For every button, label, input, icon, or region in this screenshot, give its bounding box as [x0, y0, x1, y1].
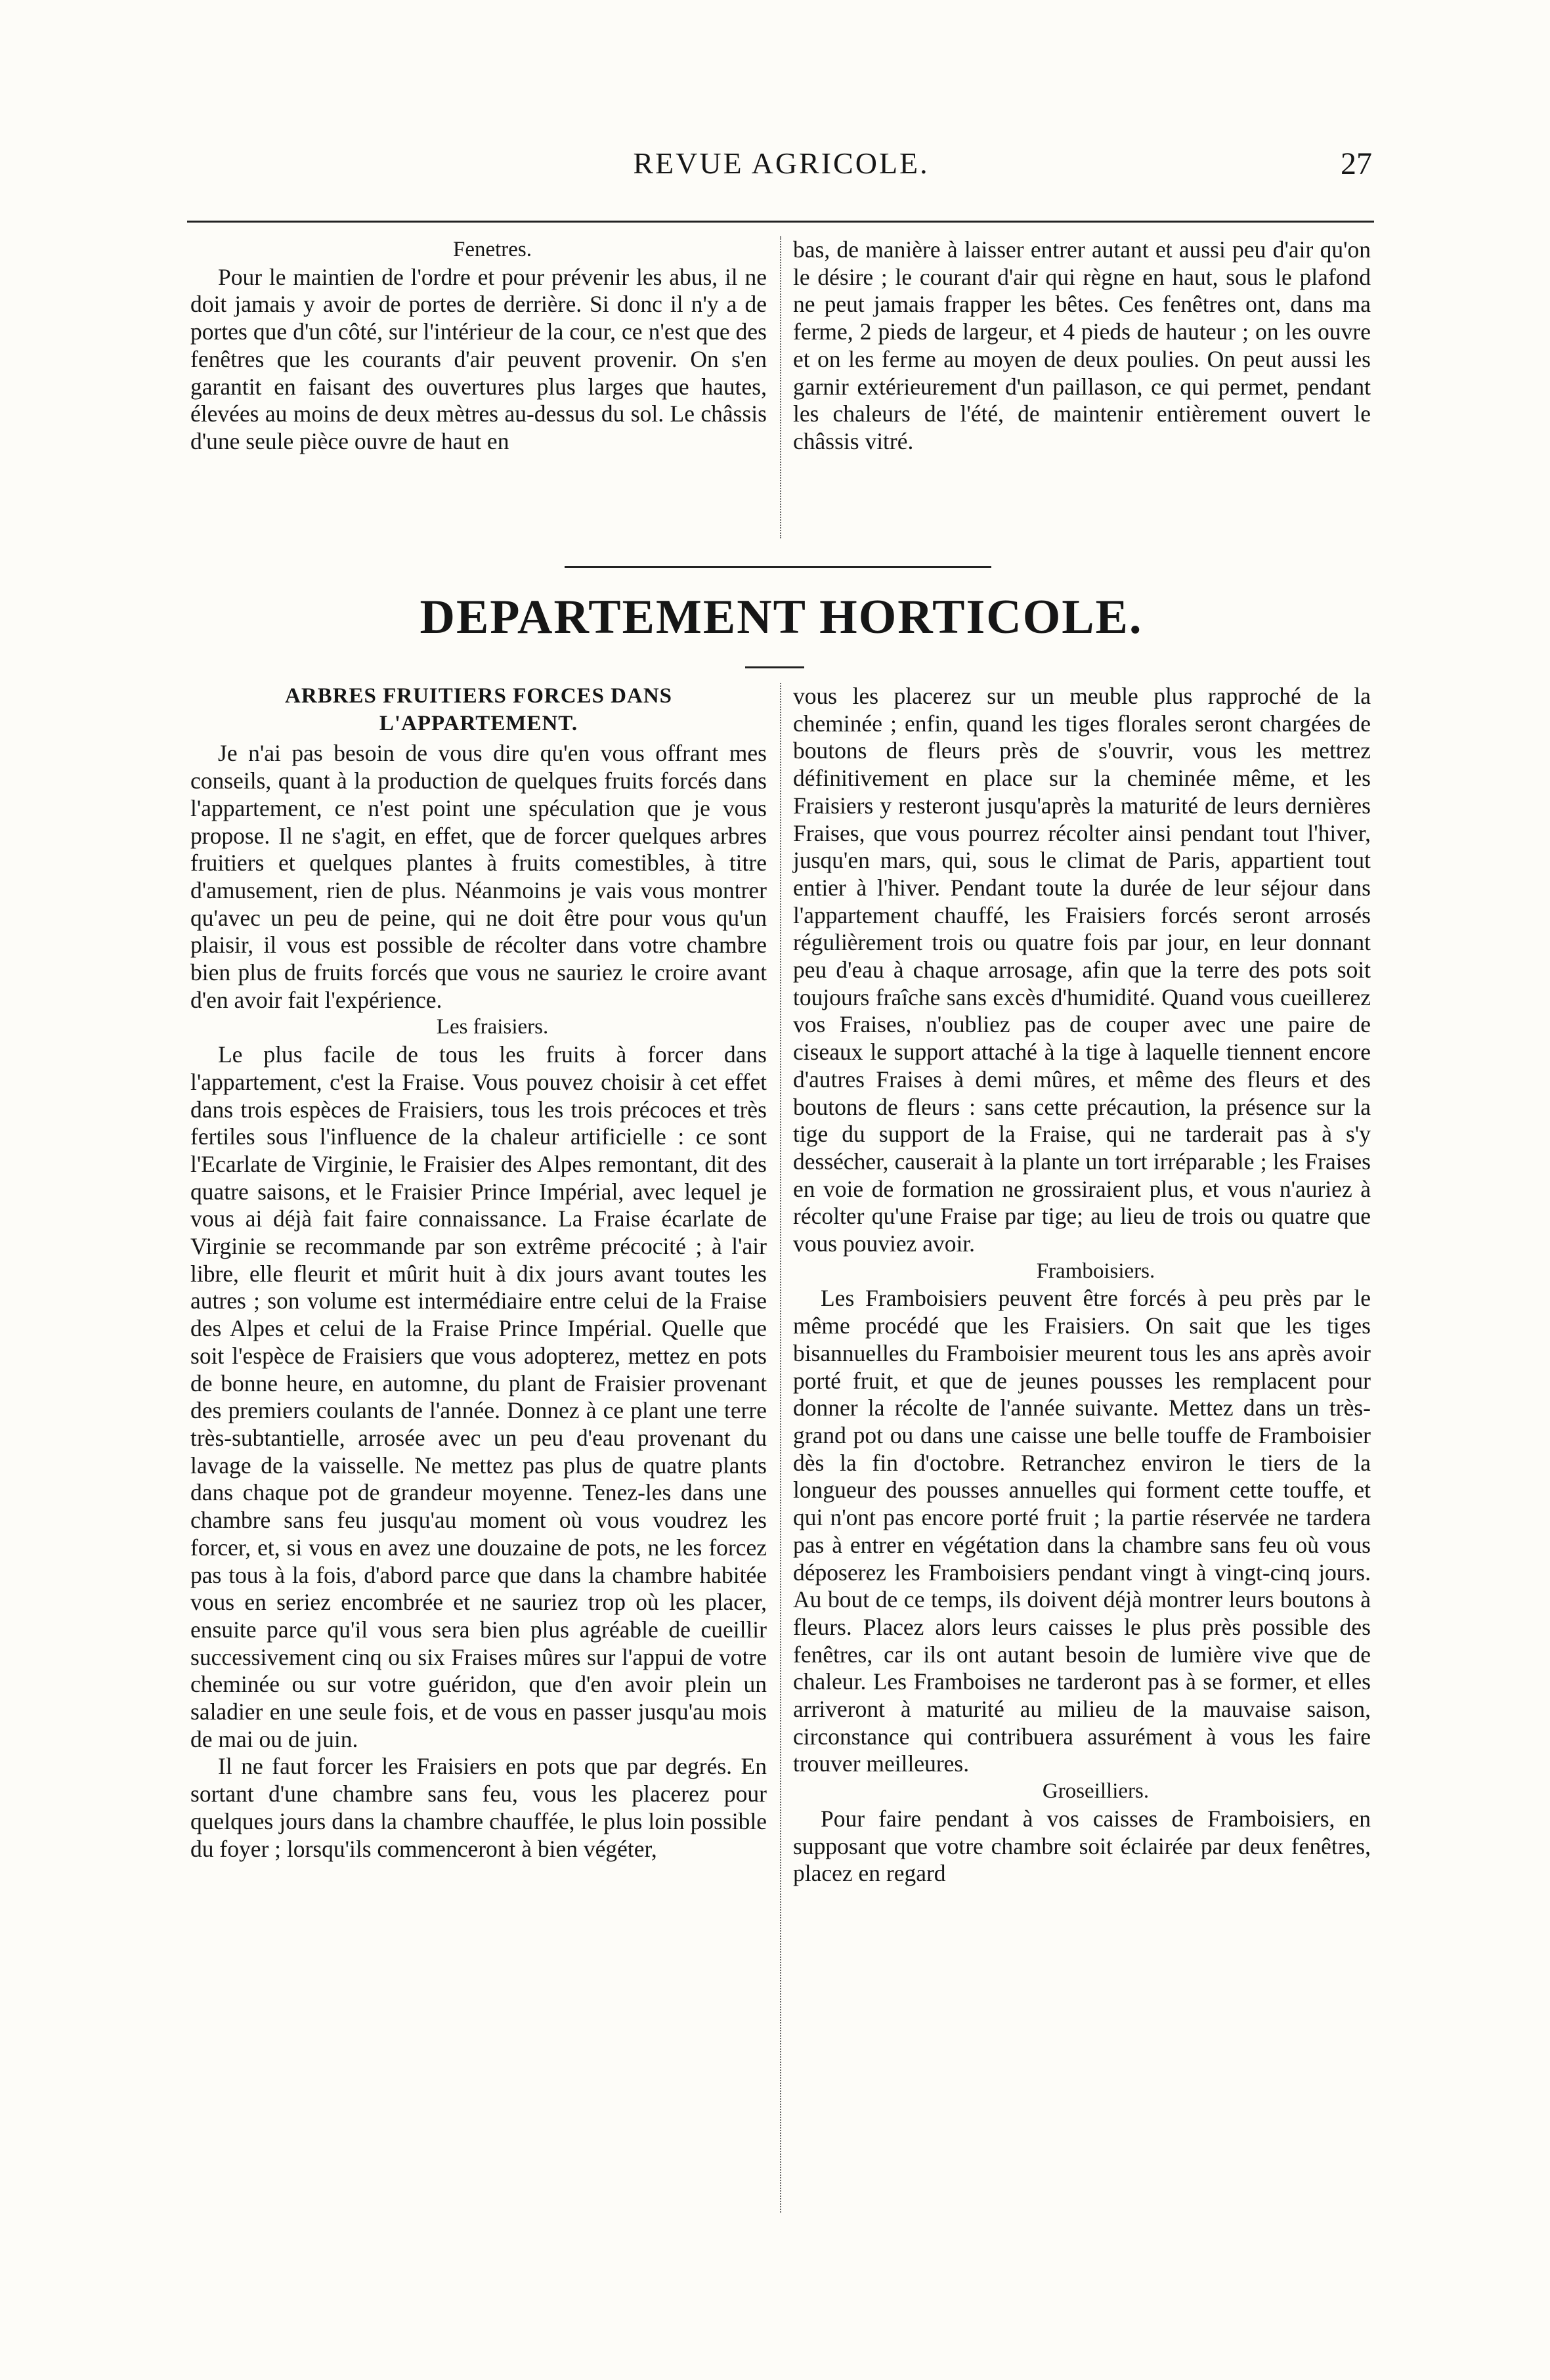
column-divider	[780, 236, 781, 538]
article-right-column	[793, 683, 1371, 1888]
fraisiers-paragraph-3: vous les placerez sur un meuble plus rapproché de la cheminée ; enfin, quand les tiges florales seront chargées de boutons de fleurs près de s'ouvrir, vous les mettrez définitivement en place sur la cheminée même, et les Fraisiers y resteront jusqu'après la maturité de leurs dernières Fraises, que vous pourrez récolter ainsi pendant tout l'hiver, jusqu'en mars, qui, sous le climat de Paris, appartient tout entier à l'hiver. Pendant toute la durée de leur séjour dans l'appartement chauffé, les Fraisiers forcés seront arrosés régulièrement trois ou quatre fois par jour, en leur donnant peu d'eau à chaque arrosage, afin que la terre des pots soit toujours fraîche sans excès d'humidité. Quand vous cueillerez vos Fraises, n'oubliez pas de couper avec une paire de ciseaux le support attaché à la tige à laquelle tiennent encore d'autres Fraises à demi mûres, et même des fleurs et des boutons de fleurs : sans cette précaution, la présence sur la tige du support de la Fraise, qui ne tarderait pas à s'y dessécher, causerait à la plante un tort irréparable ; les Fraises en voie de formation ne grossiraient plus, et vous n'auriez à récolter qu'une Fraise par tige; au lieu de trois ou quatre que vous pouviez avoir.	[793, 683, 1371, 1257]
groseilliers-paragraph: Pour faire pendant à vos caisses de Framboisiers, en supposant que votre chambre soit éclairée par deux fenêtres, placez en regard	[793, 1805, 1371, 1887]
fenetres-subtitle: Fenetres.	[452, 238, 532, 261]
framboisiers-paragraph: Les Framboisiers peuvent être forcés à peu près par le même procédé que les Fraisiers. On sait que les tiges bisannuelles du Framboisier meurent tous les ans après avoir porté fruit, et que de jeunes pousses les remplacent pour donner la récolte de l'année suivante. Mettez dans un très-grand pot ou dans une caisse une belle touffe de Framboisier dès la fin d'octobre. Retranchez environ le tiers de la longueur des pousses annuelles qui forment cette touffe, et qui n'ont pas encore porté fruit ; la partie réservée ne tardera pas à entrer en végétation dans la chambre sans feu où vous déposerez les Framboisiers pendant vingt à vingt-cinq jours. Au bout de ce temps, ils doivent déjà montrer leurs boutons à fleurs. Placez alors leurs caisses le plus près possible des fenêtres, car ils ont autant besoin de lumière vive que de chaleur. Les Framboises ne tarderont pas à se former, et elles arriveront à maturité au milieu de la mauvaise saison, circonstance qui contribuera assurément à vous les faire trouver meilleures.	[793, 1285, 1371, 1777]
article-intro: Je n'ai pas besoin de vous dire qu'en vous offrant mes conseils, quant à la production de quelques fruits forcés dans l'appartement, ce n'est point une spéculation que je vous propose. Il ne s'agit, en effet, que de forcer quelques arbres fruitiers et quelques plantes à fruits comestibles, à titre d'amusement, rien de plus. Néanmoins je vais vous montrer qu'avec un peu de peine, qui ne doit être pour vous qu'un plaisir, il vous est possible de récolter dans votre chambre bien plus de fruits forcés que vous ne sauriez le croire avant d'en avoir fait l'expérience.	[190, 740, 767, 1013]
top-right-column	[793, 236, 1371, 456]
fraisiers-paragraph-1: Le plus facile de tous les fruits à forcer dans l'appartement, c'est la Fraise. Vous pouvez choisir à cet effet dans trois espèces de Fraisiers, tous les trois précoces et très fertiles sous l'influence de la chaleur artificielle : ce sont l'Ecarlate de Virginie, le Fraisier des Alpes remontant, dit des quatre saisons, et le Fraisier Prince Impérial, avec lequel je vous ai déjà fait faire connaissance. La Fraise écarlate de Virginie se recommande par son extrême précocité ; à l'air libre, elle fleurit et mûrit huit à dix jours avant toutes les autres ; son volume est intermédiaire entre celui de la Fraise des Alpes et celui de la Fraise Prince Impérial. Quelle que soit l'espèce de Fraisiers que vous adopterez, mettez en pots de bonne heure, en automne, du plant de Fraisier provenant des premiers coulants de l'année. Donnez à ce plant une terre très-subtantielle, arrosée avec un peu d'eau provenant du lavage de la vaisselle. Ne mettez pas plus de quatre plants dans chaque pot de grandeur moyenne. Tenez-les dans une chambre sans feu jusqu'au moment où vous voudrez les forcer, et, si vous en avez une douzaine de pots, ne les forcez pas tous à la fois, d'abord parce que dans la chambre habitée vous en seriez encombrée et ne sauriez trop où les placer, ensuite parce qu'il vous sera bien plus agréable de cueillir successivement cinq ou six Fraises mûres sur l'appui de votre cheminée ou sur votre guéridon, que d'en avoir plein un saladier en une seule fois, et de vous en passer jusqu'au mois de mai ou de juin.	[190, 1041, 767, 1752]
section-underline	[745, 666, 804, 668]
top-left-column	[190, 236, 767, 456]
article-left-column	[190, 683, 767, 1863]
fraisiers-heading: Les fraisiers.	[436, 1015, 549, 1039]
section-rule	[565, 566, 991, 568]
article-title: ARBRES FRUITIERS FORCES DANS L'APPARTEMENT.	[284, 684, 673, 735]
fenetres-right-text: bas, de manière à laisser entrer autant et aussi peu d'air qu'on le désire ; le courant d'air qui règne en haut, sous le plafond ne peut jamais frapper les bêtes. Ces fenêtres ont, dans ma ferme, 2 pieds de largeur, et 4 pieds de hauteur ; on les ouvre et on les ferme au moyen de deux poulies. On peut aussi les garnir extérieurement d'un paillason, ce qui permet, pendant les chaleurs de l'été, de maintenir entièrement ouvert le châssis vitré.	[793, 236, 1371, 454]
fenetres-left-text: Pour le maintien de l'ordre et pour prévenir les abus, il ne doit jamais y avoir de portes de derrière. Si donc il n'y a de portes que d'un côté, sur l'intérieur de la cour, ce n'est que des fenêtres que les courants d'air peuvent provenir. On s'en garantit en faisant des ouvertures plus larges que hautes, élevées au moins de deux mètres au-dessus du sol. Le châssis d'une seule pièce ouvre de haut en	[190, 263, 767, 454]
page-number: 27	[1341, 146, 1372, 181]
framboisiers-heading: Framboisiers.	[1036, 1259, 1155, 1283]
section-title: DEPARTEMENT HORTICOLE.	[420, 590, 1143, 644]
running-title: REVUE AGRICOLE.	[633, 146, 930, 180]
column-divider-lower	[780, 683, 781, 2213]
groseilliers-heading: Groseilliers.	[1042, 1779, 1150, 1804]
page-header	[190, 146, 1372, 192]
header-rule	[187, 221, 1374, 223]
fraisiers-paragraph-2: Il ne faut forcer les Fraisiers en pots que par degrés. En sortant d'une chambre sans feu, vous les placerez pour quelques jours dans la chambre chauffée, le plus loin possible du foyer ; lorsqu'ils commenceront à bien végéter,	[190, 1753, 767, 1862]
